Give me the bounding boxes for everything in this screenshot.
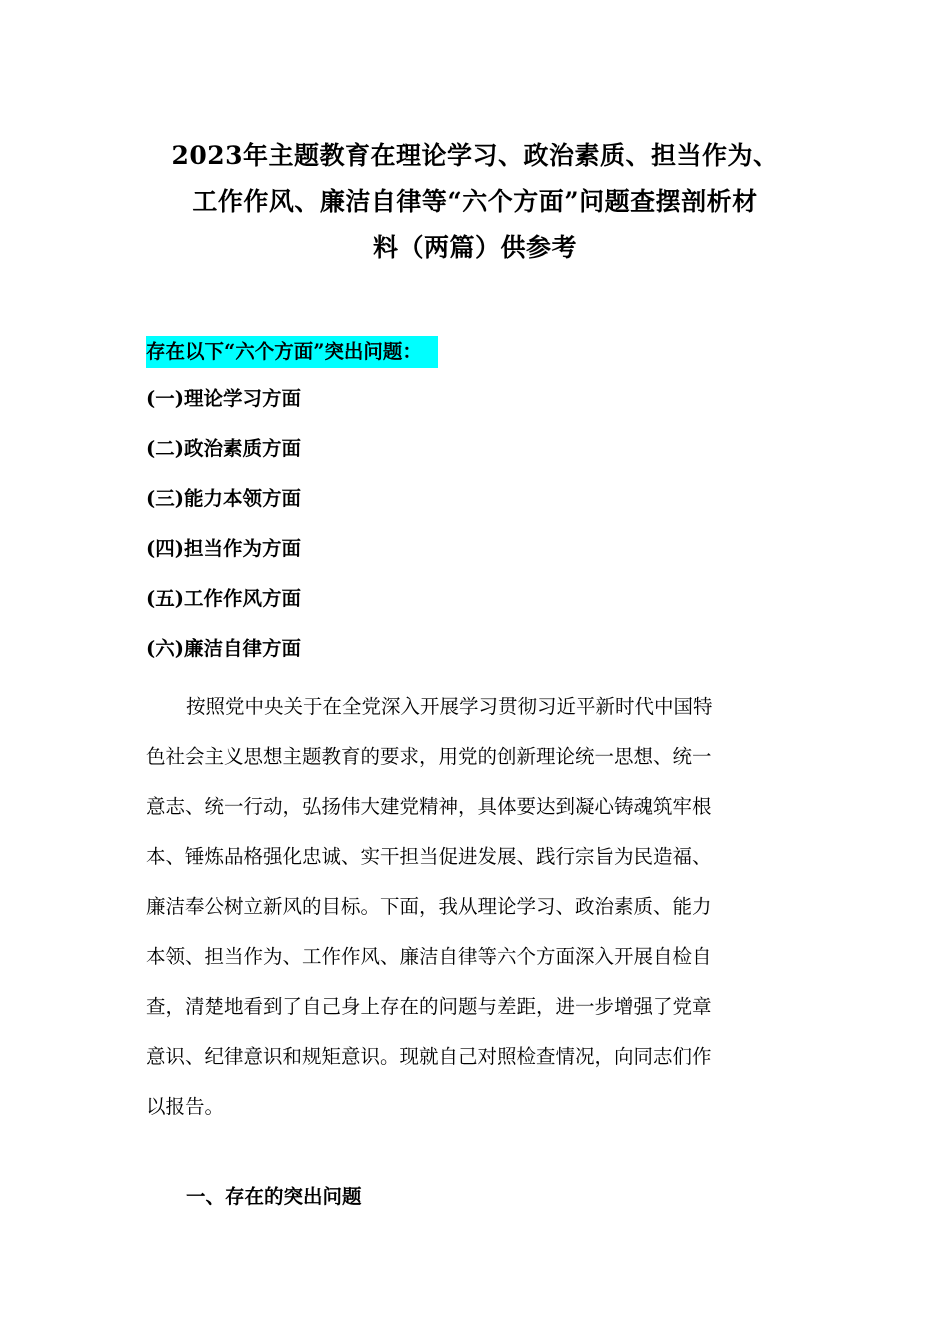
- body-paragraph: [146, 682, 806, 1132]
- paragraph-line: 查，清楚地看到了自己身上存在的问题与差距，进一步增强了党章: [146, 995, 712, 1018]
- paragraph-line: 按照党中央关于在全党深入开展学习贯彻习近平新时代中国特: [186, 695, 713, 718]
- section-heading: 一、存在的突出问题: [186, 1185, 362, 1208]
- highlighted-heading-container: [146, 336, 438, 368]
- title-line: 料（两篇）供参考: [372, 233, 577, 262]
- highlighted-heading: 存在以下“六个方面”突出问题：: [146, 336, 438, 368]
- aspect-item: (六)廉洁自律方面: [146, 637, 301, 660]
- paragraph-line: 意识、纪律意识和规矩意识。现就自己对照检查情况，向同志们作: [146, 1045, 712, 1068]
- paragraph-line: 意志、统一行动，弘扬伟大建党精神，具体要达到凝心铸魂筑牢根: [146, 795, 712, 818]
- aspect-item: (三)能力本领方面: [146, 487, 301, 510]
- title-line: 工作作风、廉洁自律等“六个方面”问题查摆剖析材: [192, 187, 758, 216]
- paragraph-line: 色社会主义思想主题教育的要求，用党的创新理论统一思想、统一: [146, 745, 712, 768]
- aspect-item: (四)担当作为方面: [146, 537, 301, 560]
- paragraph-line: 本领、担当作为、工作作风、廉洁自律等六个方面深入开展自检自: [146, 945, 712, 968]
- aspect-item: (五)工作作风方面: [146, 587, 301, 610]
- paragraph-line: 廉洁奉公树立新风的目标。下面，我从理论学习、政治素质、能力: [146, 895, 712, 918]
- paragraph-line: 本、锤炼品格强化忠诚、实干担当促进发展、践行宗旨为民造福、: [146, 845, 712, 868]
- paragraph-line: 以报告。: [146, 1095, 225, 1118]
- title-line: 2023年主题教育在理论学习、政治素质、担当作为、: [171, 141, 779, 170]
- aspect-item: (一)理论学习方面: [146, 387, 301, 410]
- aspect-item: (二)政治素质方面: [146, 437, 301, 460]
- document-title: [140, 133, 810, 271]
